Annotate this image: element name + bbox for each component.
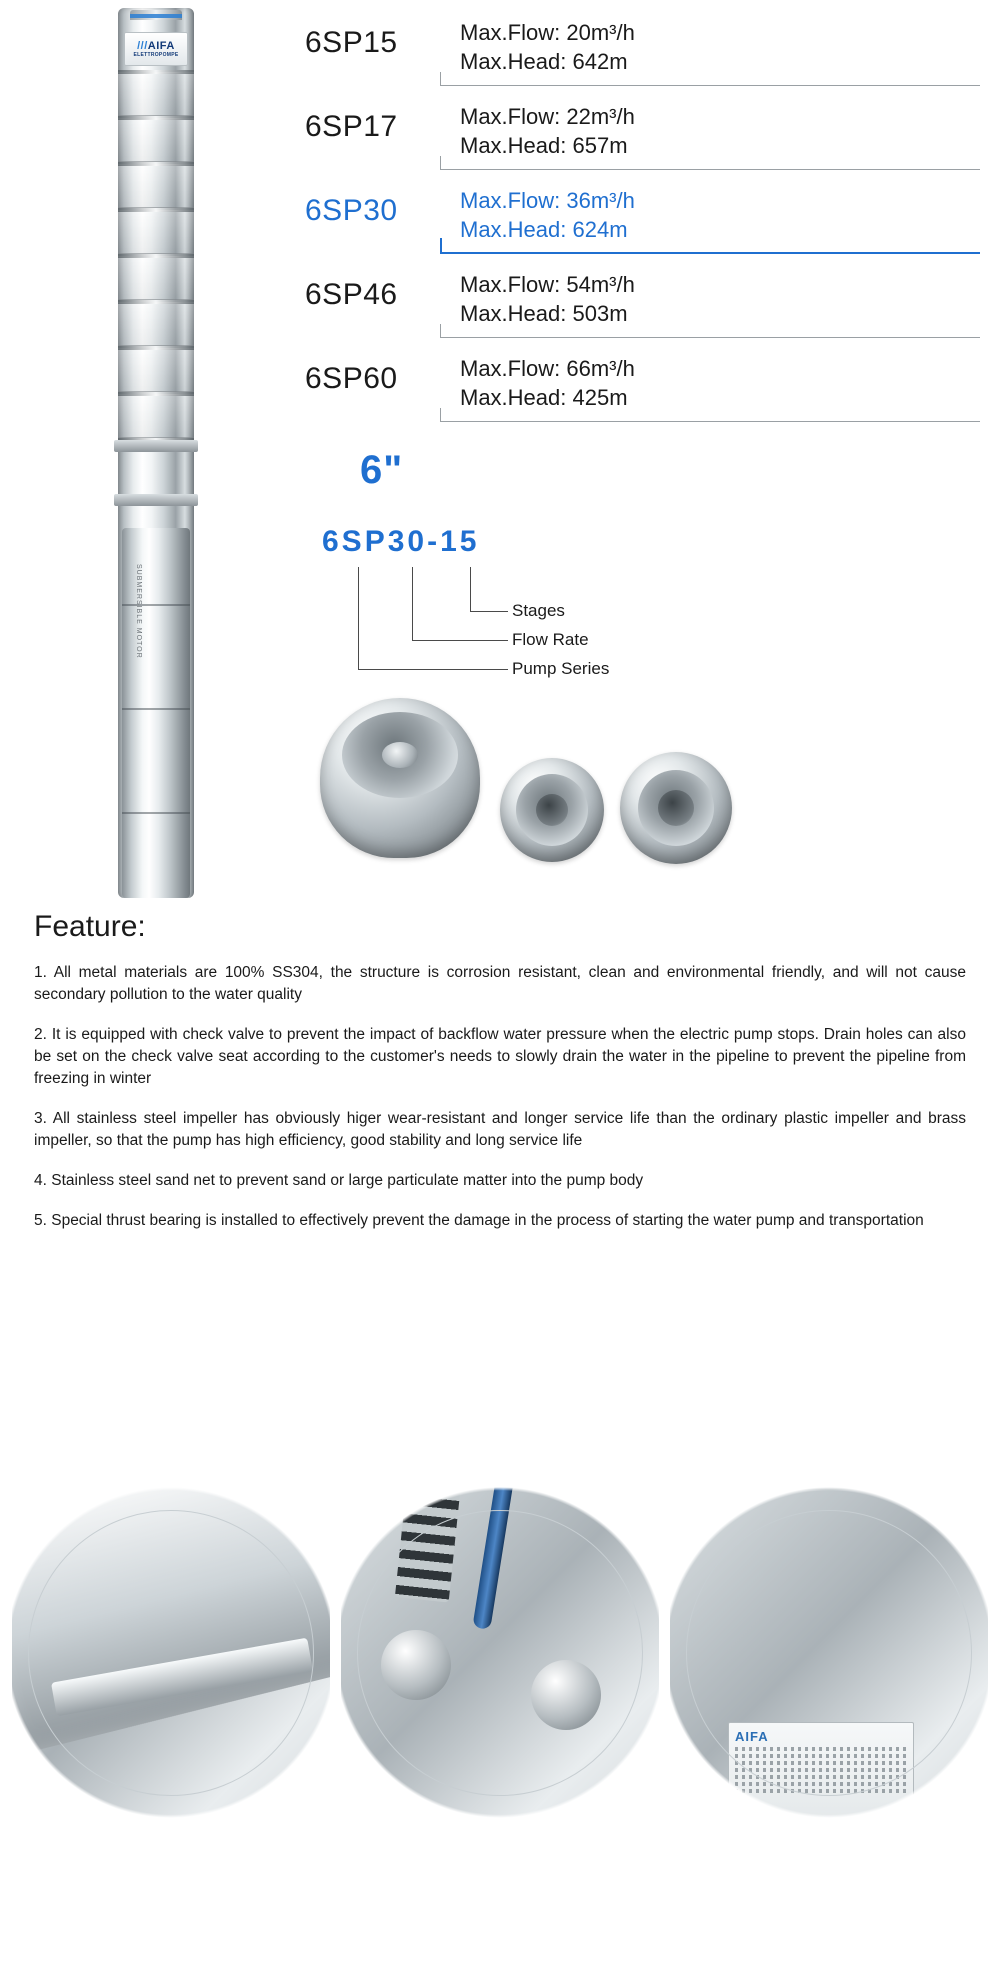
model-specs [460,354,635,412]
pump-stage-ring [118,116,194,120]
leader-line-stages [470,611,508,612]
photo-circle-outline [357,1510,643,1796]
detail-photo-nameplate [670,1330,988,1975]
model-divider [440,421,980,422]
top-section [0,0,1000,900]
naming-code: 6SP30-15 [322,525,480,558]
pump-brand-label [124,32,188,66]
model-name: 6SP60 [305,362,398,395]
pump-stage-ring [118,346,194,350]
feature-item: 5. Special thrust bearing is installed to effectively prevent the damage in the process of starting the water pump and transportation [34,1212,924,1229]
photo-circle-outline [28,1510,314,1796]
model-flow: Max.Flow: 20m³/h [460,20,635,45]
pump-stage-ring [118,70,194,74]
impeller-diffuser-medium [500,758,604,862]
pump-stage-band [118,164,194,208]
leader-line-flow [412,640,508,641]
pump-stage-ring [118,300,194,304]
model-specs [460,102,635,160]
pump-stage-band [118,256,194,300]
photo-circle-outline [686,1510,972,1796]
model-naming-diagram [300,525,780,678]
leader-line-series [358,567,359,669]
model-divider [440,169,980,170]
pump-product-image [100,8,210,898]
model-row[interactable] [300,262,990,346]
detail-photo-impeller-blade [12,1330,330,1975]
model-specs [460,270,635,328]
model-row-selected[interactable] [300,178,990,262]
pump-stage-ring [118,254,194,258]
model-row[interactable] [300,10,990,94]
model-specs [460,18,635,76]
pump-stage-band [118,72,194,116]
pump-stage-ring [118,208,194,212]
model-spec-list [300,10,990,430]
feature-item: 3. All stainless steel impeller has obviously higer wear-resistant and longer service life than the ordinary plastic impeller and brass impeller, so that the pump has high efficiency, good stability and long service life [34,1110,966,1149]
pump-cap-accent [130,14,182,18]
model-name: 6SP46 [305,278,398,311]
feature-item: 4. Stainless steel sand net to prevent sand or large particulate matter into the pump body [34,1172,644,1189]
motor-text [135,564,142,592]
pump-stage-band [118,394,194,438]
model-name: 6SP15 [305,26,398,59]
motor-seam [122,604,190,606]
model-head: Max.Head: 657m [460,133,628,158]
model-flow: Max.Flow: 66m³/h [460,356,635,381]
naming-label-flow-rate: Flow Rate [512,630,589,649]
impeller-photo-group [300,690,700,870]
brand-name: ///AIFA [137,39,175,52]
model-head: Max.Head: 624m [460,217,628,242]
feature-section [0,900,1000,1250]
model-flow: Max.Flow: 54m³/h [460,272,635,297]
model-flow: Max.Flow: 22m³/h [460,104,635,129]
model-name: 6SP17 [305,110,398,143]
pump-stage-ring [118,162,194,166]
model-specs [460,186,635,244]
motor-seam [122,708,190,710]
pump-stage-band [118,302,194,346]
feature-title: Feature: [34,910,146,943]
detail-photo-strip [0,1330,1000,1981]
model-head: Max.Head: 642m [460,49,628,74]
impeller-hub [536,794,568,826]
feature-item: 2. It is equipped with check valve to prevent the impact of backflow water pressure when the electric pump stops. Drain holes can also be set on the check valve seat according to the customer's needs to slowly drain the water in the pipeline to prevent the pipeline from freezing in winter [34,1026,966,1087]
leader-line-stages [470,567,471,611]
model-row[interactable] [300,94,990,178]
naming-label-stages: Stages [512,601,565,620]
pump-stage-ring [118,392,194,396]
pump-stage-band [118,118,194,162]
leader-line-flow [412,567,413,640]
detail-photo-sand-net [341,1330,659,1975]
impeller-hub [658,790,694,826]
model-flow: Max.Flow: 36m³/h [460,188,635,213]
impeller-diffuser-right [620,752,732,864]
model-divider [440,252,980,254]
pump-motor-section [122,528,190,898]
model-head: Max.Head: 503m [460,301,628,326]
model-divider [440,85,980,86]
feature-item: 1. All metal materials are 100% SS304, the structure is corrosion resistant, clean and environmental friendly, and will not cause secondary pollution to the water quality [34,964,966,1003]
model-head: Max.Head: 425m [460,385,628,410]
leader-line-series [358,669,508,670]
naming-label-pump-series: Pump Series [512,659,610,678]
impeller-bowl-large [320,698,480,858]
motor-seam [122,812,190,814]
model-name: 6SP30 [305,194,398,227]
pump-stage-band [118,348,194,392]
size-badge: 6" [360,448,404,492]
brand-tagline: ELETTROPOMPE [133,51,179,58]
model-row[interactable] [300,346,990,430]
model-divider [440,337,980,338]
impeller-hub [382,742,418,768]
pump-clamp [114,494,198,506]
pump-clamp [114,440,198,452]
pump-stage-band [118,210,194,254]
